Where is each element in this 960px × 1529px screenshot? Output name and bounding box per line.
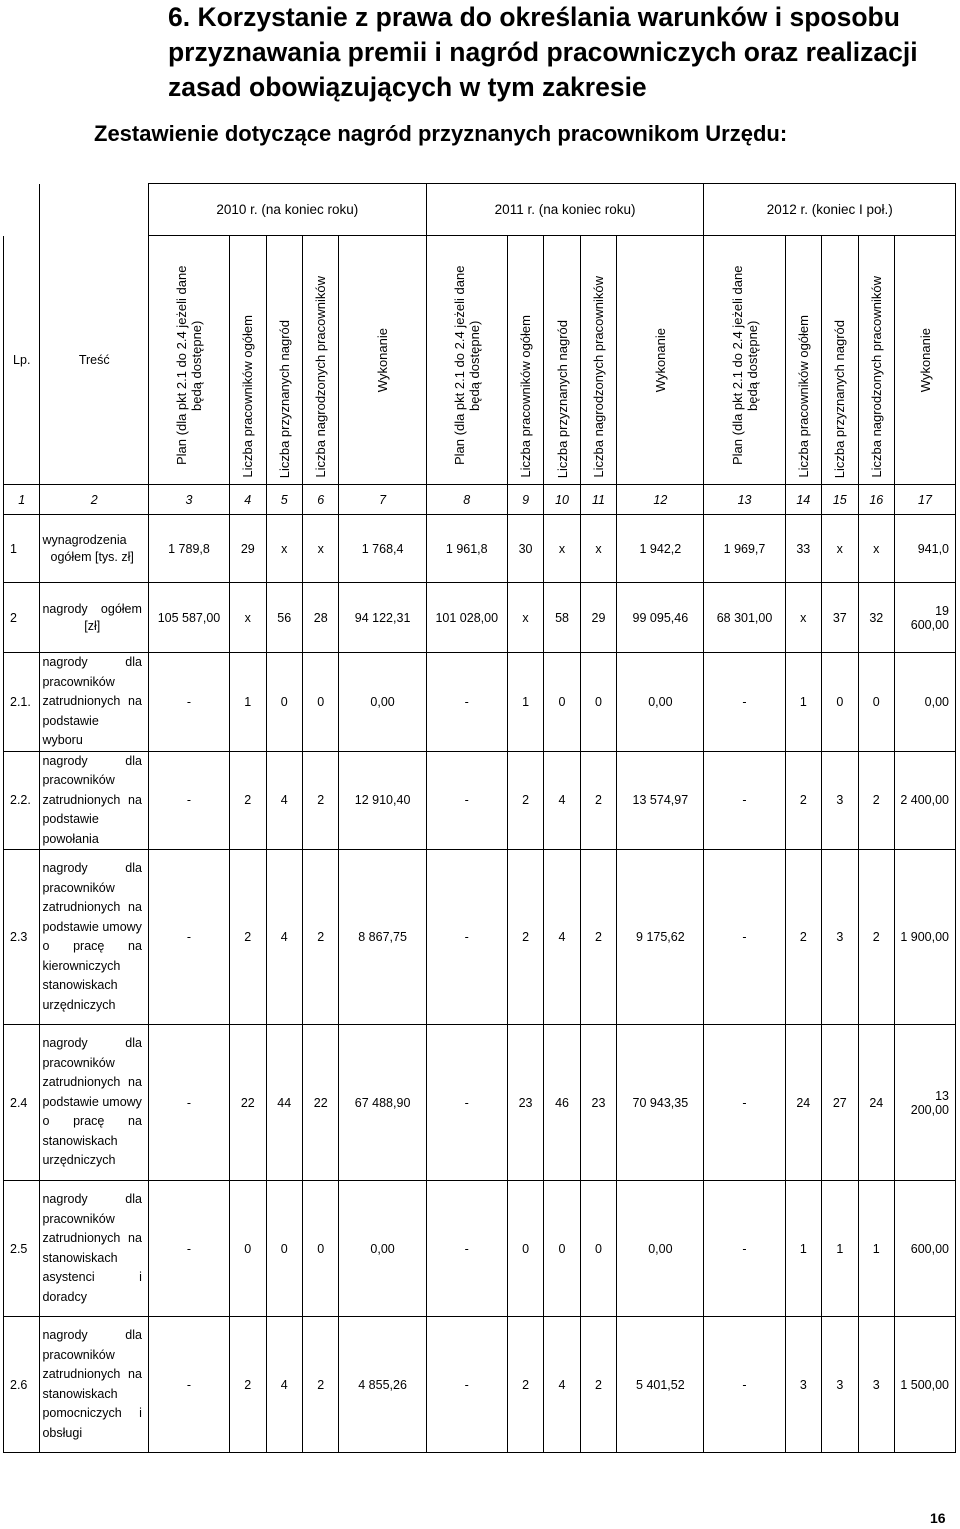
vertical-header-label: Liczba nagrodzonych pracowników: [868, 276, 884, 478]
table-cell: 0,00: [617, 653, 704, 752]
table-cell: -: [426, 1025, 507, 1181]
table-cell: 0: [580, 1181, 616, 1317]
row-tresc: nagrody dla pracowników zatrudnionych na podstawie umowy o pracę na stanowiskach urzędniczych: [40, 1025, 148, 1181]
vertical-header-label: Liczba pracowników ogółem: [518, 315, 534, 478]
blank-cell: [40, 184, 148, 236]
awards-table: [3, 183, 956, 1453]
row-lp: 2.4: [4, 1025, 40, 1181]
table-cell: 68 301,00: [704, 583, 785, 653]
column-number: 9: [507, 485, 543, 515]
table-cell: 0,00: [617, 1181, 704, 1317]
table-cell: 12 910,40: [339, 751, 426, 850]
table-cell: 22: [303, 1025, 339, 1181]
row-lp: 2.5: [4, 1181, 40, 1317]
table-cell: 44: [266, 1025, 302, 1181]
col-plan-header-2: [426, 236, 507, 485]
column-number-row: [4, 485, 956, 515]
table-cell: -: [426, 1317, 507, 1453]
column-number: 10: [544, 485, 580, 515]
col-nagrodzeni-header-1: [303, 236, 339, 485]
table-cell: x: [230, 583, 266, 653]
table-cell: 0: [266, 1181, 302, 1317]
table-cell: 27: [822, 1025, 858, 1181]
row-tresc: nagrody ogółem [zł]: [40, 583, 148, 653]
column-number: 4: [230, 485, 266, 515]
table-cell: 23: [580, 1025, 616, 1181]
vertical-header-label: Wykonanie: [917, 327, 933, 393]
row-tresc: wynagrodzenia ogółem [tys. zł]: [40, 515, 148, 583]
column-number: 17: [895, 485, 956, 515]
table-cell: 19 600,00: [895, 583, 956, 653]
col-plan-header-1: [148, 236, 229, 485]
table-cell: -: [148, 1181, 229, 1317]
row-tresc: nagrody dla pracowników zatrudnionych na podstawie umowy o pracę na kierowniczych stanowiskach urzędniczych: [40, 850, 148, 1025]
table-cell: -: [704, 850, 785, 1025]
table-cell: -: [704, 1025, 785, 1181]
table-cell: -: [426, 850, 507, 1025]
table-cell: 94 122,31: [339, 583, 426, 653]
table-cell: 9 175,62: [617, 850, 704, 1025]
table-cell: 3: [858, 1317, 894, 1453]
table-cell: 13 574,97: [617, 751, 704, 850]
table-cell: x: [822, 515, 858, 583]
table-cell: 1: [507, 653, 543, 752]
table-cell: 4: [266, 850, 302, 1025]
column-number: 7: [339, 485, 426, 515]
row-lp: 2.3: [4, 850, 40, 1025]
vertical-header-label: Plan (dla pkt 2.1 do 2.4 jeżeli dane będą dostępne): [451, 265, 482, 466]
table-cell: x: [785, 583, 821, 653]
table-cell: -: [426, 751, 507, 850]
vertical-header-label: Wykonanie: [375, 327, 391, 393]
table-cell: 1: [785, 653, 821, 752]
column-number: 1: [4, 485, 40, 515]
table-cell: 0: [303, 1181, 339, 1317]
table-cell: -: [148, 1025, 229, 1181]
table-cell: 2 400,00: [895, 751, 956, 850]
column-number: 11: [580, 485, 616, 515]
col-nagrodzeni-header-3: [858, 236, 894, 485]
col-pracownicy-header-2: [507, 236, 543, 485]
table-cell: -: [704, 751, 785, 850]
column-header-row: [4, 236, 956, 485]
column-number: 16: [858, 485, 894, 515]
table-cell: 2: [785, 751, 821, 850]
vertical-header-label: Plan (dla pkt 2.1 do 2.4 jeżeli dane będą dostępne): [729, 265, 760, 466]
table-cell: 46: [544, 1025, 580, 1181]
table-cell: 0: [507, 1181, 543, 1317]
table-cell: 1 942,2: [617, 515, 704, 583]
table-cell: 0: [230, 1181, 266, 1317]
vertical-header-label: Liczba nagrodzonych pracowników: [591, 276, 606, 478]
table-cell: 0: [544, 653, 580, 752]
table-cell: 58: [544, 583, 580, 653]
table-cell: 1 500,00: [895, 1317, 956, 1453]
section-heading: 6. Korzystanie z prawa do określania warunków i sposobu przyznawania premii i nagród pracowniczych oraz realizacji zasad obowiązujących w tym zakresie: [168, 2, 918, 102]
table-cell: 2: [858, 751, 894, 850]
table-cell: x: [544, 515, 580, 583]
table-cell: 13 200,00: [895, 1025, 956, 1181]
vertical-header-label: Liczba nagrodzonych pracowników: [313, 276, 329, 478]
year-2012-header: 2012 r. (koniec I poł.): [704, 184, 956, 236]
table-cell: 2: [303, 850, 339, 1025]
col-pracownicy-header-3: [785, 236, 821, 485]
column-number: 12: [617, 485, 704, 515]
table-cell: 4: [544, 751, 580, 850]
col-wykonanie-header-2: [617, 236, 704, 485]
row-tresc: nagrody dla pracowników zatrudnionych na stanowiskach pomocniczych i obsługi: [40, 1317, 148, 1453]
table-cell: 22: [230, 1025, 266, 1181]
year-2011-header: 2011 r. (na koniec roku): [426, 184, 704, 236]
column-number: 3: [148, 485, 229, 515]
table-cell: 1 900,00: [895, 850, 956, 1025]
table-cell: -: [426, 653, 507, 752]
table-cell: 70 943,35: [617, 1025, 704, 1181]
column-number: 14: [785, 485, 821, 515]
year-header-row: [4, 184, 956, 236]
table-cell: 2: [580, 850, 616, 1025]
table-row: [4, 583, 956, 653]
table-cell: 2: [507, 1317, 543, 1453]
table-cell: 3: [822, 1317, 858, 1453]
table-cell: 105 587,00: [148, 583, 229, 653]
table-cell: -: [148, 1317, 229, 1453]
table-cell: -: [704, 1317, 785, 1453]
table-cell: 2: [303, 1317, 339, 1453]
column-number: 13: [704, 485, 785, 515]
table-cell: 30: [507, 515, 543, 583]
col-nagrody-header-1: [266, 236, 302, 485]
table-cell: 4: [266, 1317, 302, 1453]
table-cell: 8 867,75: [339, 850, 426, 1025]
column-number: 5: [266, 485, 302, 515]
table-cell: 23: [507, 1025, 543, 1181]
section-subheading: Zestawienie dotyczące nagród przyznanych pracownikom Urzędu:: [94, 121, 788, 146]
row-lp: 2: [4, 583, 40, 653]
table-cell: 0,00: [339, 653, 426, 752]
table-cell: 1: [858, 1181, 894, 1317]
table-cell: 0,00: [339, 1181, 426, 1317]
table-cell: 0: [822, 653, 858, 752]
vertical-header-label: Liczba pracowników ogółem: [795, 315, 811, 478]
table-cell: 4: [544, 850, 580, 1025]
table-cell: 99 095,46: [617, 583, 704, 653]
table-cell: -: [148, 751, 229, 850]
vertical-header-label: Wykonanie: [652, 327, 668, 393]
row-tresc: nagrody dla pracowników zatrudnionych na podstawie wyboru: [40, 653, 148, 752]
table-cell: -: [704, 653, 785, 752]
table-cell: 1: [785, 1181, 821, 1317]
row-lp: 2.2.: [4, 751, 40, 850]
vertical-header-label: Liczba pracowników ogółem: [240, 315, 256, 478]
column-number: 6: [303, 485, 339, 515]
table-row: [4, 515, 956, 583]
table-cell: 2: [785, 850, 821, 1025]
table-cell: 2: [580, 751, 616, 850]
table-cell: 32: [858, 583, 894, 653]
table-cell: 2: [580, 1317, 616, 1453]
table-row: [4, 1181, 956, 1317]
table-cell: -: [148, 653, 229, 752]
table-cell: 0: [544, 1181, 580, 1317]
col-wykonanie-header-1: [339, 236, 426, 485]
table-cell: 3: [822, 850, 858, 1025]
table-cell: 37: [822, 583, 858, 653]
table-cell: 0: [266, 653, 302, 752]
page-number: 16: [930, 1510, 946, 1526]
col-pracownicy-header-1: [230, 236, 266, 485]
table-row: [4, 751, 956, 850]
table-cell: 941,0: [895, 515, 956, 583]
col-nagrodzeni-header-2: [580, 236, 616, 485]
table-cell: x: [507, 583, 543, 653]
table-cell: 3: [785, 1317, 821, 1453]
table-cell: x: [858, 515, 894, 583]
col-lp-header: Lp.: [4, 236, 40, 485]
col-plan-header-3: [704, 236, 785, 485]
table-cell: 28: [303, 583, 339, 653]
blank-cell: [4, 184, 40, 236]
table-cell: 1 789,8: [148, 515, 229, 583]
col-tresc-header: Treść: [40, 236, 148, 485]
table-cell: 4 855,26: [339, 1317, 426, 1453]
table-cell: 2: [230, 751, 266, 850]
col-nagrody-header-3: [822, 236, 858, 485]
table-cell: 1 961,8: [426, 515, 507, 583]
table-cell: 56: [266, 583, 302, 653]
table-row: [4, 850, 956, 1025]
row-tresc: nagrody dla pracowników zatrudnionych na stanowiskach asystenci i doradcy: [40, 1181, 148, 1317]
table-cell: 29: [230, 515, 266, 583]
table-cell: 0: [580, 653, 616, 752]
table-cell: 2: [230, 850, 266, 1025]
table-row: [4, 1025, 956, 1181]
table-cell: 2: [858, 850, 894, 1025]
col-wykonanie-header-3: [895, 236, 956, 485]
table-cell: 0,00: [895, 653, 956, 752]
table-cell: 4: [544, 1317, 580, 1453]
row-lp: 2.6: [4, 1317, 40, 1453]
table-cell: 101 028,00: [426, 583, 507, 653]
table-row: [4, 653, 956, 752]
table-cell: 67 488,90: [339, 1025, 426, 1181]
table-cell: 4: [266, 751, 302, 850]
table-cell: 29: [580, 583, 616, 653]
table-cell: -: [426, 1181, 507, 1317]
table-cell: -: [148, 850, 229, 1025]
table-cell: x: [580, 515, 616, 583]
table-cell: 2: [507, 850, 543, 1025]
table-cell: x: [303, 515, 339, 583]
vertical-header-label: Liczba przyznanych nagród: [554, 319, 570, 478]
table-cell: 2: [230, 1317, 266, 1453]
table-cell: 600,00: [895, 1181, 956, 1317]
table-cell: 1 969,7: [704, 515, 785, 583]
table-cell: 3: [822, 751, 858, 850]
row-lp: 1: [4, 515, 40, 583]
table-cell: 24: [785, 1025, 821, 1181]
row-tresc: nagrody dla pracowników zatrudnionych na podstawie powołania: [40, 751, 148, 850]
table-cell: x: [266, 515, 302, 583]
table-cell: 1: [230, 653, 266, 752]
table-cell: 33: [785, 515, 821, 583]
vertical-header-label: Liczba przyznanych nagród: [832, 319, 848, 478]
table-cell: 5 401,52: [617, 1317, 704, 1453]
table-cell: 0: [858, 653, 894, 752]
table-cell: 1 768,4: [339, 515, 426, 583]
col-nagrody-header-2: [544, 236, 580, 485]
table-cell: 2: [303, 751, 339, 850]
table-cell: 24: [858, 1025, 894, 1181]
vertical-header-label: Liczba przyznanych nagród: [276, 319, 292, 478]
vertical-header-label: Plan (dla pkt 2.1 do 2.4 jeżeli dane będą dostępne): [173, 265, 204, 466]
year-2010-header: 2010 r. (na koniec roku): [148, 184, 426, 236]
table-cell: 0: [303, 653, 339, 752]
table-cell: -: [704, 1181, 785, 1317]
column-number: 8: [426, 485, 507, 515]
table-cell: 1: [822, 1181, 858, 1317]
row-lp: 2.1.: [4, 653, 40, 752]
column-number: 15: [822, 485, 858, 515]
table-cell: 2: [507, 751, 543, 850]
column-number: 2: [40, 485, 148, 515]
table-row: [4, 1317, 956, 1453]
